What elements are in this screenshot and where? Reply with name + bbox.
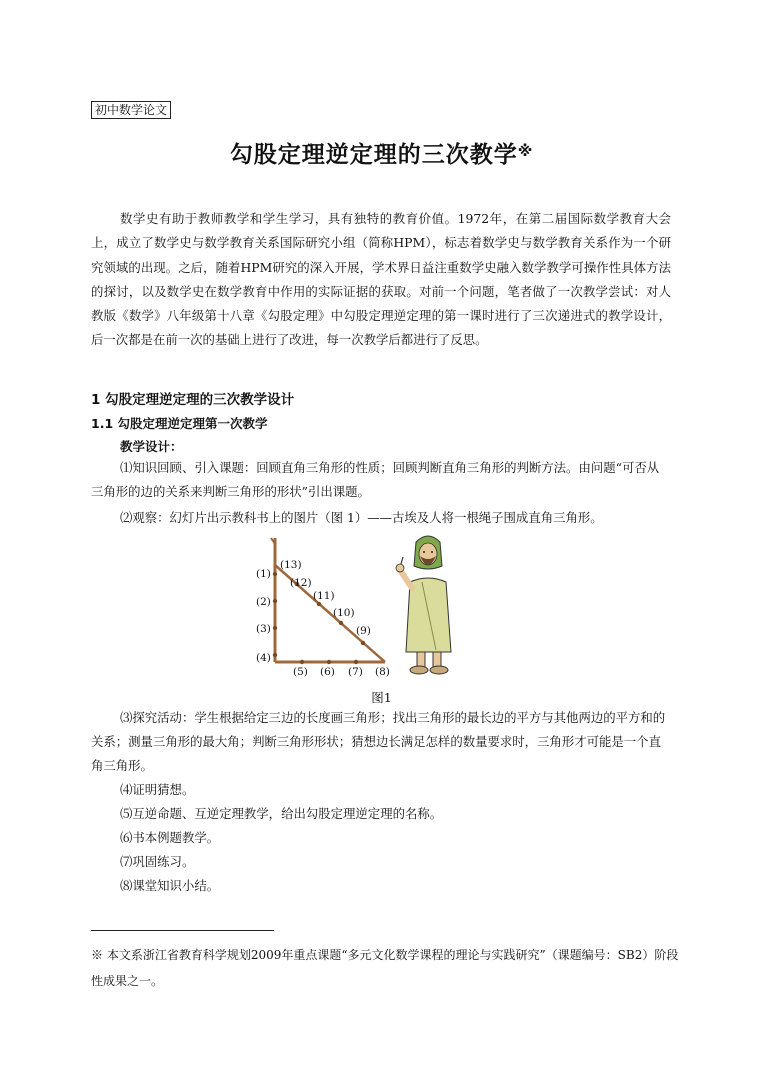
footnote (91, 942, 681, 994)
section-heading: 1 勾股定理逆定理的三次教学设计 (91, 392, 295, 408)
step-3: ⑶探究活动：学生根据给定三边的长度画三角形；找出三角形的最长边的平方与其他两边的平方和的关系；测量三角形的最大角；判断三角形形状；猜想边长满足怎样的数量要求时，三角形才可能是一个直角三角形。 (91, 710, 666, 773)
step-5: ⑸互逆命题、互逆定理教学，给出勾股定理逆定理的名称。 (120, 806, 443, 821)
knot-label: (2) (256, 596, 271, 608)
step-7: ⑺巩固练习。 (120, 854, 195, 869)
knot (273, 599, 277, 603)
category-tag: 初中数学论文 (91, 101, 171, 119)
step-4: ⑷证明猜想。 (120, 782, 195, 797)
knot (354, 660, 358, 664)
foot (430, 666, 448, 674)
raised-arm (400, 570, 412, 588)
knot-label: (1) (256, 568, 271, 580)
knot-label: (12) (290, 577, 312, 589)
figure-caption: 图1 (371, 690, 392, 705)
footnote-text: 本文系浙江省教育科学规划2009年重点课题“多元文化数学课程的理论与实践研究”（课题编号：SB2）阶段性成果之一。 (91, 948, 679, 988)
knot (339, 621, 343, 625)
foot (410, 666, 428, 674)
knot-label: (3) (256, 623, 271, 635)
egyptian-man-illustration (396, 536, 451, 674)
knot (361, 641, 365, 645)
knot-label: (11) (313, 590, 335, 602)
footnote-rule (91, 930, 274, 931)
paper-title (0, 136, 763, 169)
knot-label: (9) (356, 625, 371, 637)
hand (396, 564, 404, 572)
knot-label: (8) (375, 666, 390, 678)
eye (423, 551, 425, 553)
knot (273, 572, 277, 576)
knot-label: (6) (320, 666, 335, 678)
knot-label: (5) (293, 666, 308, 678)
figure-1 (250, 530, 470, 682)
knot (273, 653, 277, 657)
knot-label: (4) (256, 652, 271, 664)
knot (300, 660, 304, 664)
step-1: ⑴知识回顾、引入课题：回顾直角三角形的性质；回顾判断直角三角形的判断方法。由问题“可否从三角形的边的关系来判断三角形的形状”引出课题。 (91, 460, 660, 499)
step-6: ⑹书本例题教学。 (120, 830, 220, 845)
footnote-mark: ※ (91, 948, 104, 962)
knot-label: (13) (280, 559, 302, 571)
title-footnote-mark: ※ (517, 142, 534, 160)
design-label: 教学设计： (120, 439, 183, 454)
subsection-heading: 1.1 勾股定理逆定理第一次教学 (91, 416, 268, 431)
eye (431, 551, 433, 553)
knot-label: (10) (333, 607, 355, 619)
knot (317, 602, 321, 606)
knot (273, 626, 277, 630)
step-2: ⑵观察：幻灯片出示教科书上的图片（图 1）——古埃及人将一根绳子围成直角三角形。 (120, 510, 603, 525)
knot (327, 660, 331, 664)
knot-label: (7) (348, 666, 363, 678)
pointing-finger (401, 557, 403, 564)
step-8: ⑻课堂知识小结。 (120, 878, 220, 893)
paper-title-text: 勾股定理逆定理的三次教学 (229, 142, 518, 168)
intro-paragraph: 数学史有助于教师教学和学生学习，具有独特的教育价值。1972年，在第二届国际数学教育大会上，成立了数学史与数学教育关系国际研究小组（简称HPM），标志着数学史与数学教育关系作为一个研究领域的出现。之后，随着HPM研究的深入开展，学术界日益注重数学史融入数学教学可操作性具体方法的探讨，以及数学史在数学教育中作用的实际证据的获取。对前一个问题，笔者做了一次教学尝试：对人教版《数学》八年级第十八章《勾股定理》中勾股定理逆定理的第一课时进行了三次递进式的教学设计，后一次都是在前一次的基础上进行了改进，每一次教学后都进行了反思。 (91, 211, 671, 348)
